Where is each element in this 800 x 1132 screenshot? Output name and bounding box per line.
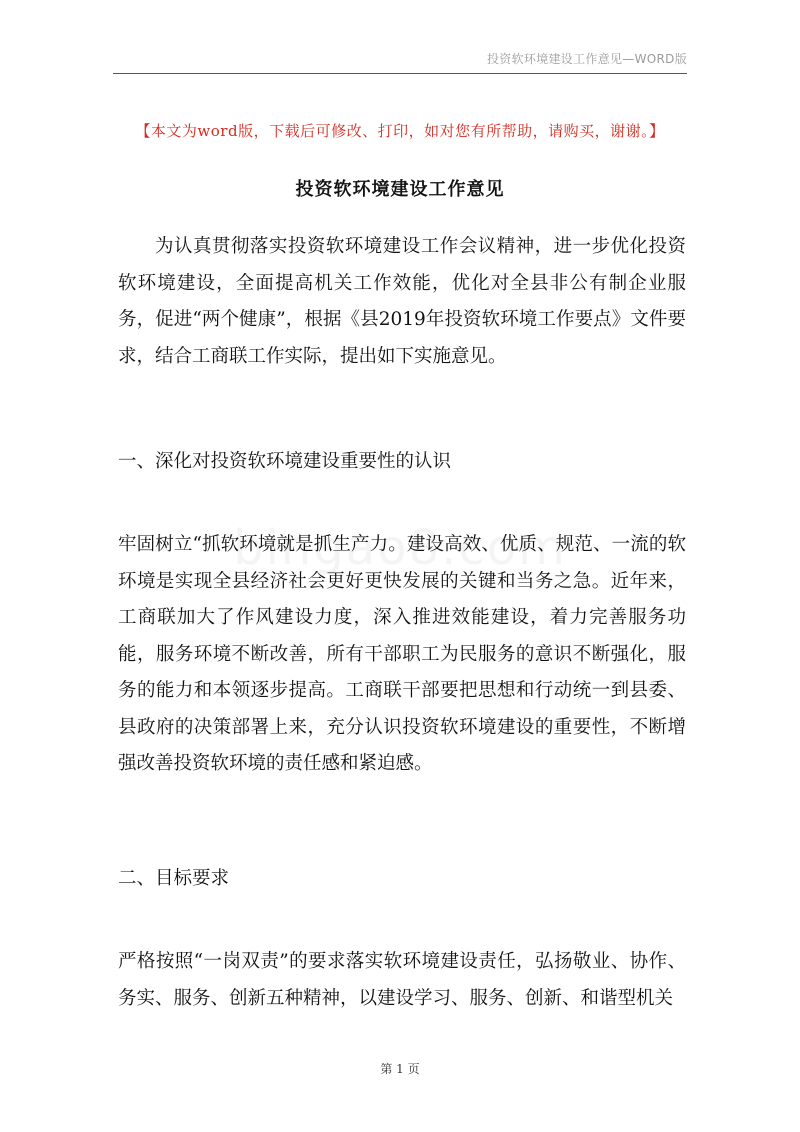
intro-paragraph: 为认真贯彻落实投资软环境建设工作会议精神，进一步优化投资软环境建设，全面提高机关工作效能，优化对全县非公有制企业服务，促进“两个健康”，根据《县2019年投资软环境工作要点》文件要求，结合工商联工作实际，提出如下实施意见。 — [118, 236, 686, 367]
purchase-notice: 【本文为word版，下载后可修改、打印，如对您有所帮助，请购买，谢谢。】 — [135, 122, 665, 140]
page-number: 第 1 页 — [380, 1062, 420, 1076]
header-divider — [113, 73, 687, 74]
watermark — [0, 520, 800, 576]
running-header: 投资软环境建设工作意见—WORD版 — [487, 52, 687, 66]
section-1-heading: 一、深化对投资软环境建设重要性的认识 — [118, 451, 452, 472]
section-2-paragraph: 严格按照“一岗双责”的要求落实软环境建设责任，弘扬敬业、协作、务实、服务、创新五种精神，以建设学习、服务、创新、和谐型机关 — [118, 951, 686, 1009]
section-1-paragraph: 牢固树立“抓软环境就是抓生产力。建设高效、优质、规范、一流的软环境是实现全县经济社会更好更快发展的关键和当务之急。近年来，工商联加大了作风建设力度，深入推进效能建设，着力完善服务功能，服务环境不断改善，所有干部职工为民服务的意识不断强化，服务的能力和本领逐步提高。工商联干部要把思想和行动统一到县委、县政府的决策部署上来，充分认识投资软环境建设的重要性，不断增强改善投资软环境的责任感和紧迫感。 — [118, 534, 686, 774]
document-title: 投资软环境建设工作意见 — [295, 179, 505, 200]
section-2-heading: 二、目标要求 — [118, 868, 230, 889]
